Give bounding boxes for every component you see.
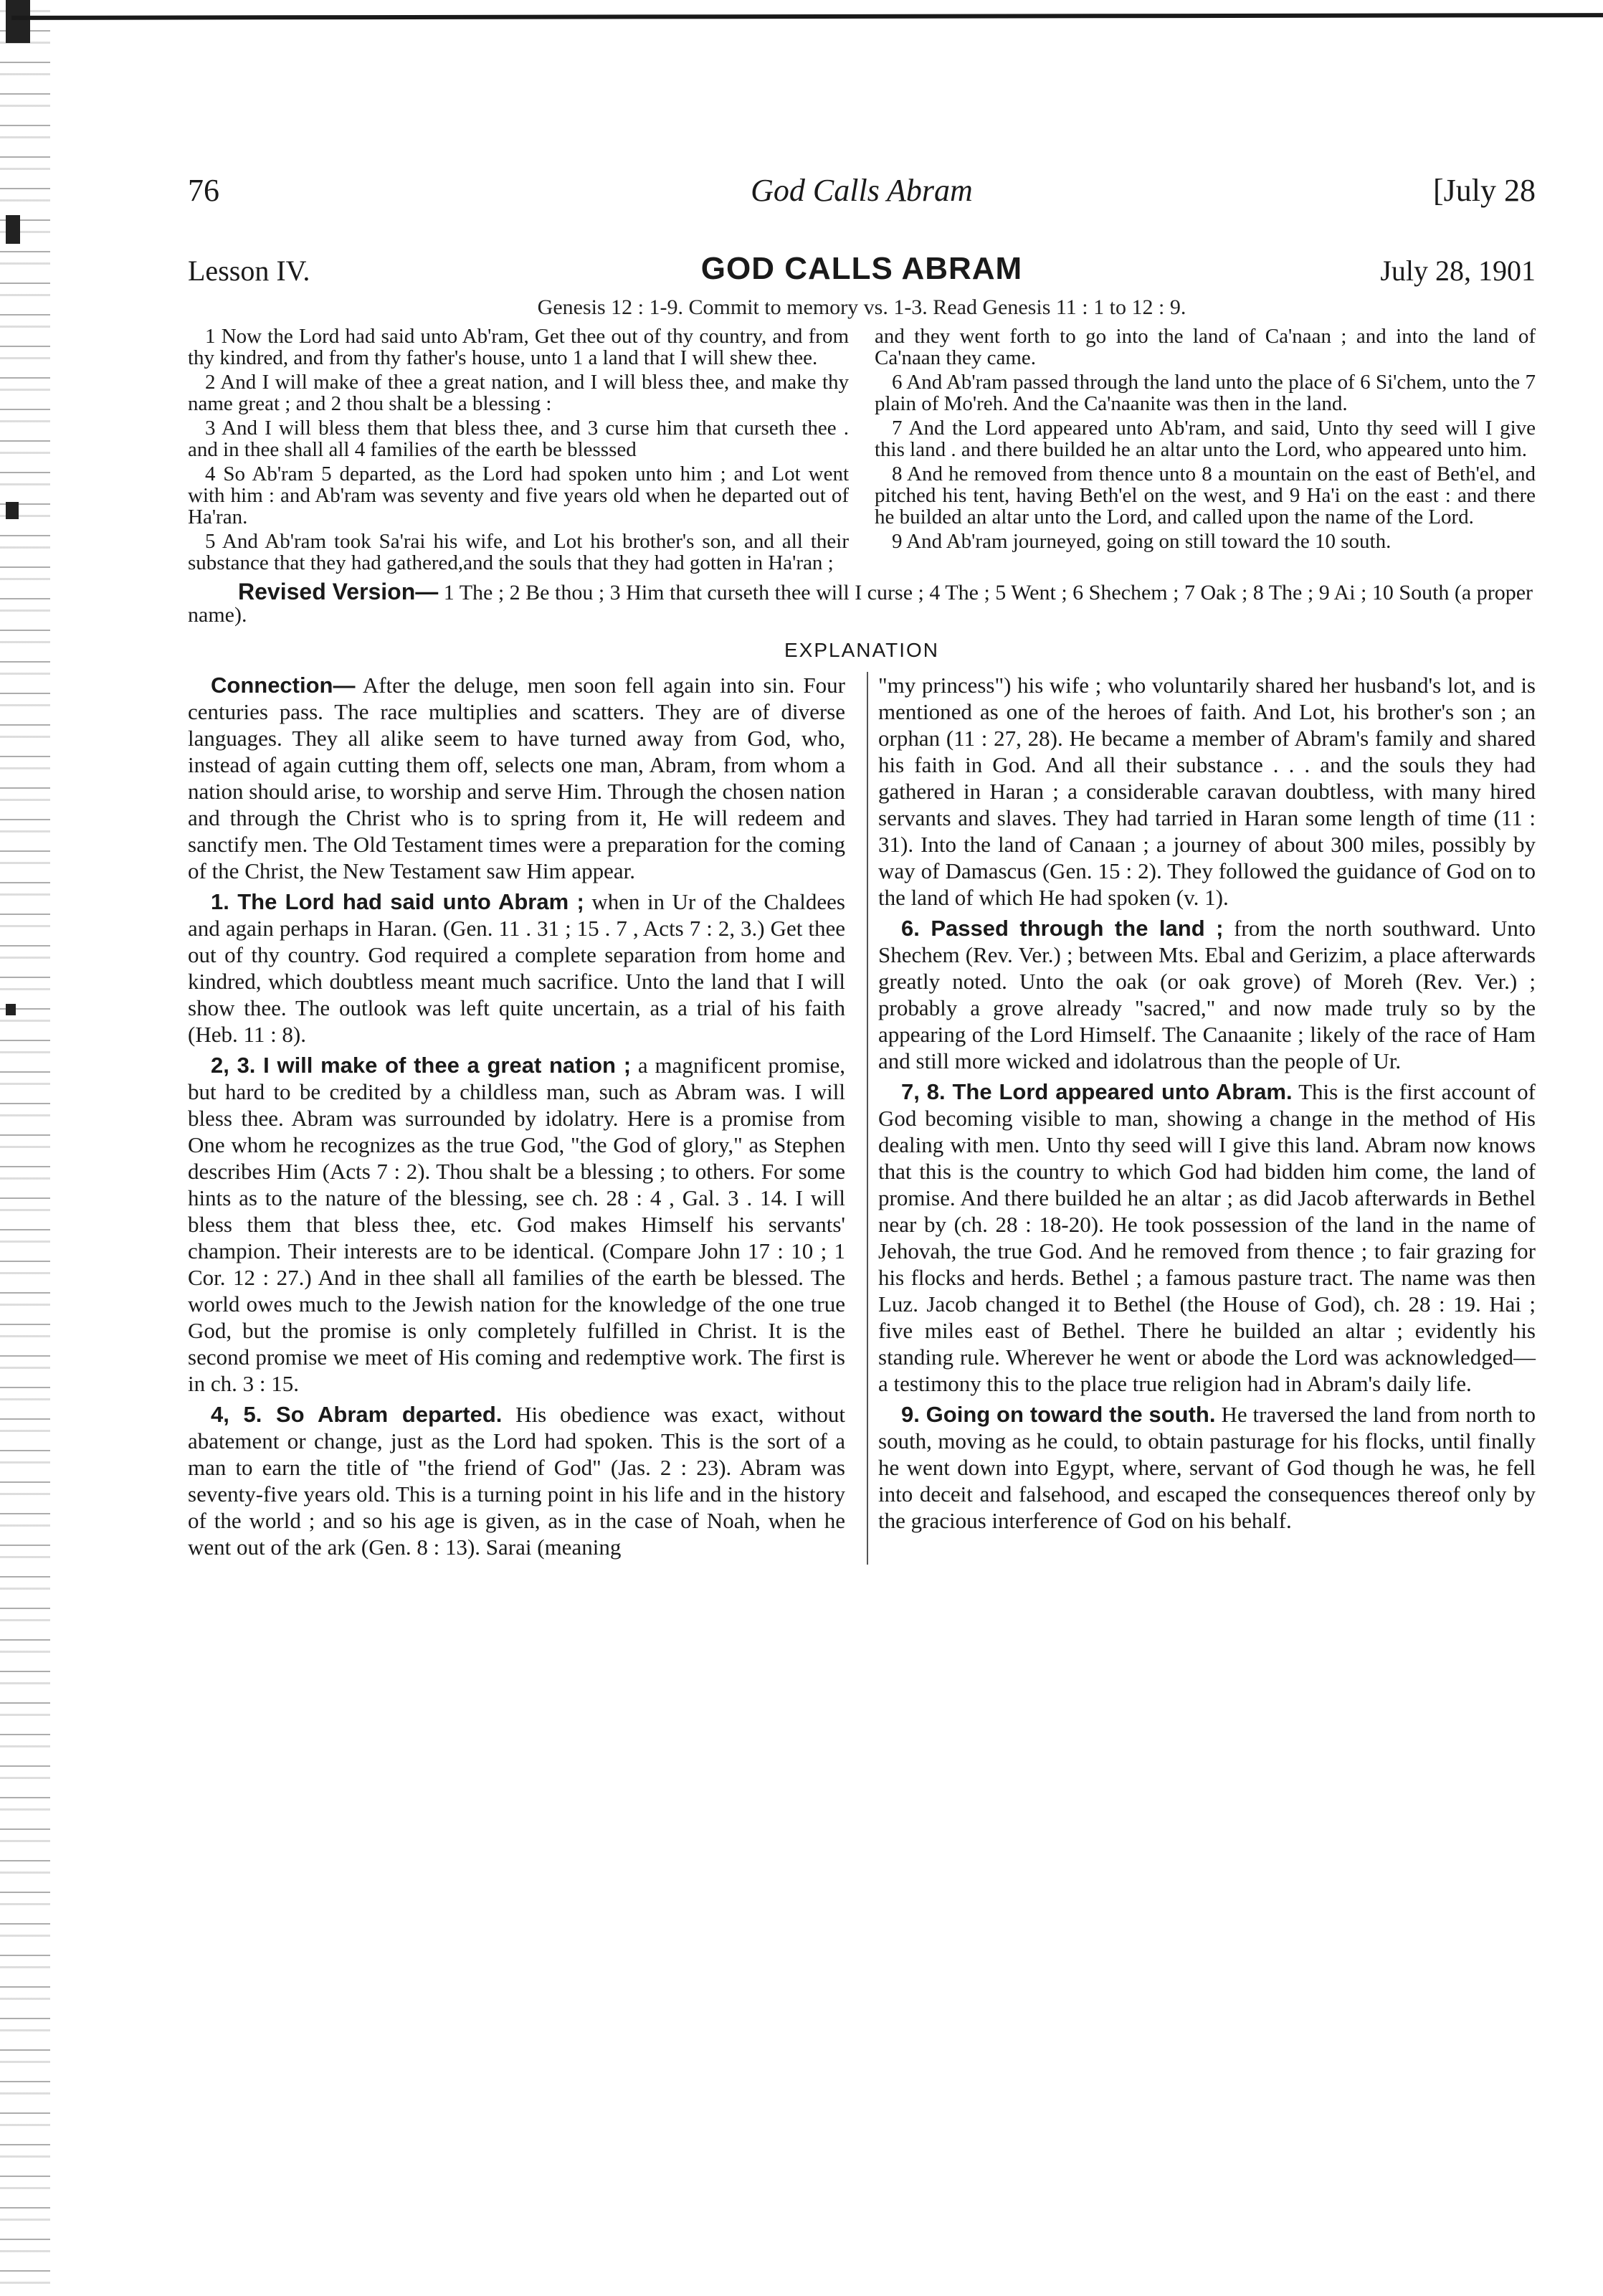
paragraph-lead: 7, 8. The Lord appeared unto Abram. <box>901 1079 1293 1104</box>
explanation-paragraph <box>188 888 845 1048</box>
explanation-left-column <box>188 672 845 1565</box>
paragraph-text: when in Ur of the Chaldees and again perhaps in Haran. (Gen. 11 . 31 ; 15 . 7 , Acts 7 : 2, 3.) Get thee out of thy country. God required a complete separation from home and kindred, which doubtless meant much sacrifice. Unto the land that I will show thee. The outlook was left quite uncertain, as a trial of his faith (Heb. 11 : 8). <box>188 889 845 1047</box>
verse: 8 And he removed from thence unto 8 a mountain on the east of Beth'el, and pitched his tent, having Beth'el on the west, and 9 Ha'i on the east : and there he builded an altar unto the Lord, and called upon the name of the Lord. <box>875 462 1536 528</box>
revised-version-text: 1 The ; 2 Be thou ; 3 Him that curseth thee will I curse ; 4 The ; 5 Went ; 6 Shechem ; 7 Oak ; 8 The ; 9 Ai ; 10 South (a proper name). <box>188 581 1533 627</box>
scripture-text <box>188 326 1536 577</box>
verse: 6 And Ab'ram passed through the land unto the place of 6 Si'chem, unto the 7 plain of Mo'reh. And the Ca'naanite was then in the land. <box>875 371 1536 415</box>
scripture-right-column <box>875 326 1536 577</box>
revised-version-label: Revised Version— <box>238 579 439 604</box>
scan-mark <box>6 0 30 43</box>
paragraph-lead: 2, 3. I will make of thee a great nation ; <box>211 1053 632 1078</box>
paragraph-text: After the deluge, men soon fell again into sin. Four centuries pass. The race multiplies and scatters. They are of diverse languages. They all alike seem to have turned away from God, who, instead of again cutting them off, selects one man, Abram, from whom a nation should arise, to worship and serve Him. Through the chosen nation and through the Christ who is to spring from it, He will redeem and sanctify men. The Old Testament times were a preparation for the coming of the Christ, the New Testament saw Him appear. <box>188 673 845 883</box>
explanation-paragraph <box>878 915 1536 1074</box>
scan-mark <box>6 502 19 519</box>
scan-mark <box>6 215 20 244</box>
explanation-paragraph <box>878 1078 1536 1397</box>
lesson-title: GOD CALLS ABRAM <box>700 251 1023 286</box>
explanation-heading: EXPLANATION <box>784 639 939 661</box>
verse: 9 And Ab'ram journeyed, going on still toward the 10 south. <box>892 530 1392 553</box>
binding-edge <box>0 0 50 2296</box>
paragraph-lead: 9. Going on toward the south. <box>901 1402 1216 1427</box>
verse: 4 So Ab'ram 5 departed, as the Lord had spoken unto him ; and Lot went with him : and Ab'ram was seventy and five years old when he departed out of Ha'ran. <box>188 462 849 528</box>
paragraph-lead: 1. The Lord had said unto Abram ; <box>211 889 584 914</box>
lesson-date: July 28, 1901 <box>1380 255 1536 287</box>
explanation-paragraph <box>878 672 1536 911</box>
page <box>188 172 1536 1565</box>
paragraph-text: a magnificent promise, but hard to be credited by a childless man, such as Abram was. I will bless thee. Abram was surrounded by idolatry. Here is a promise from One whom he recognizes as the true God, "the God of glory," as Stephen describes Him (Acts 7 : 2). Thou shalt be a blessing ; to others. For some hints as to the nature of the blessing, see ch. 28 : 4 , Gal. 3 . 14. I will bless them that bless thee, etc. God makes Himself his servants' champion. Their interests are to be identical. (Compare John 17 : 10 ; 1 Cor. 12 : 27.) And in thee shall all families of the earth be blessed. The world owes much to the Jewish nation for the knowledge of the one true God, but the promise is only completely fulfilled in Christ. It is the second promise we meet of His coming and redemptive work. The first is in ch. 3 : 15. <box>188 1053 846 1396</box>
explanation-paragraph <box>878 1401 1536 1534</box>
running-date: [July 28 <box>1433 173 1536 208</box>
scripture-left-column <box>188 326 849 577</box>
paragraph-lead: Connection— <box>211 673 356 698</box>
explanation-right-column <box>867 672 1536 1565</box>
verse: 5 And Ab'ram took Sa'rai his wife, and Lot his brother's son, and all their substance that they had gathered,and the souls that they had gotten in Ha'ran ; <box>188 530 849 574</box>
paragraph-text: from the north southward. Unto Shechem (Rev. Ver.) ; between Mts. Ebal and Gerizim, a place afterwards greatly noted. Unto the oak (or oak grove) of Moreh (Rev. Ver.) ; probably a grove already "sacred," and now made truly so by the appearing of the Lord Himself. The Canaanite ; likely of the race of Ham and still more wicked and idolatrous than the people of Ur. <box>878 916 1536 1073</box>
running-title: God Calls Abram <box>751 173 973 208</box>
verse: 7 And the Lord appeared unto Ab'ram, and said, Unto thy seed will I give this land . and there builded he an altar unto the Lord, who appeared unto him. <box>875 417 1536 461</box>
verse: and they went forth to go into the land of Ca'naan ; and into the land of Ca'naan they came. <box>875 325 1536 369</box>
paragraph-text: He traversed the land from north to south, moving as he could, to obtain pasturage for his flocks, until finally he went down into Egypt, where, servant of God though he was, he fell into deceit and falsehood, and escaped the consequences thereof only by the gracious interference of God on his behalf. <box>878 1402 1536 1533</box>
scan-mark <box>6 1004 16 1015</box>
top-rule <box>11 13 1603 20</box>
paragraph-lead: 6. Passed through the land ; <box>901 916 1224 941</box>
explanation-paragraph <box>188 672 845 884</box>
paragraph-lead: 4, 5. So Abram departed. <box>211 1402 503 1427</box>
explanation-body <box>188 672 1536 1565</box>
verse: 3 And I will bless them that bless thee, and 3 curse him that curseth thee . and in thee shall all 4 families of the earth be blesssed <box>188 417 849 461</box>
running-head <box>188 172 1536 215</box>
verse: 2 And I will make of thee a great nation, and I will bless thee, and make thy name great ; and 2 thou shalt be a blessing : <box>188 371 849 415</box>
paragraph-text: "my princess") his wife ; who voluntarily shared her husband's lot, and is mentioned as one of the heroes of faith. And Lot, his brother's son ; an orphan (11 : 27, 28). He became a member of Abram's family and shared his faith in God. And all their substance . . . and the souls they had gathered in Haran ; a considerable caravan doubtless, with many hired servants and slaves. They had tarried in Haran some length of time (11 : 31). Into the land of Canaan ; a journey of about 300 miles, possibly by way of Damascus (Gen. 15 : 2). They followed the guidance of God on to the land of which He had spoken (v. 1). <box>878 673 1536 910</box>
paragraph-text: This is the first account of God becoming visible to man, showing a change in the method of His dealing with men. Unto thy seed will I give this land. Abram now knows that this is the country to which God had bidden him come, the land of promise. And there builded he an altar ; as did Jacob afterwards in Bethel near by (ch. 28 : 18-20). He took possession of the land in the name of Jehovah, the true God. And he removed from thence ; to fair grazing for his flocks and herds. Bethel ; a famous pasture tract. The name was then Luz. Jacob changed it to Bethel (the House of God), ch. 28 : 19. Hai ; five miles east of Bethel. There he builded an altar ; evidently his standing rule. Wherever he went or abode the Lord was acknowledged—a testimony this to the place true religion had in Abram's daily life. <box>878 1079 1536 1396</box>
lesson-heading <box>188 251 1536 291</box>
verse: 1 Now the Lord had said unto Ab'ram, Get thee out of thy country, and from thy kindred, and from thy father's house, unto 1 a land that I will shew thee. <box>188 325 849 369</box>
revised-version-note <box>188 581 1536 626</box>
scripture-reference: Genesis 12 : 1-9. Commit to memory vs. 1-3. Read Genesis 11 : 1 to 12 : 9. <box>537 295 1186 319</box>
explanation-paragraph <box>188 1401 845 1560</box>
page-number: 76 <box>188 173 219 208</box>
paragraph-text: His obedience was exact, without abatement or change, just as the Lord had spoken. This is the sort of a man to earn the title of "the friend of God" (Jas. 2 : 23). Abram was seventy-five years old. This is a turning point in his life and in the history of the world ; and so his age is given, as in the case of Noah, when he went out of the ark (Gen. 8 : 13). Sarai (meaning <box>188 1402 846 1560</box>
explanation-paragraph <box>188 1052 845 1397</box>
lesson-label: Lesson IV. <box>188 255 310 287</box>
